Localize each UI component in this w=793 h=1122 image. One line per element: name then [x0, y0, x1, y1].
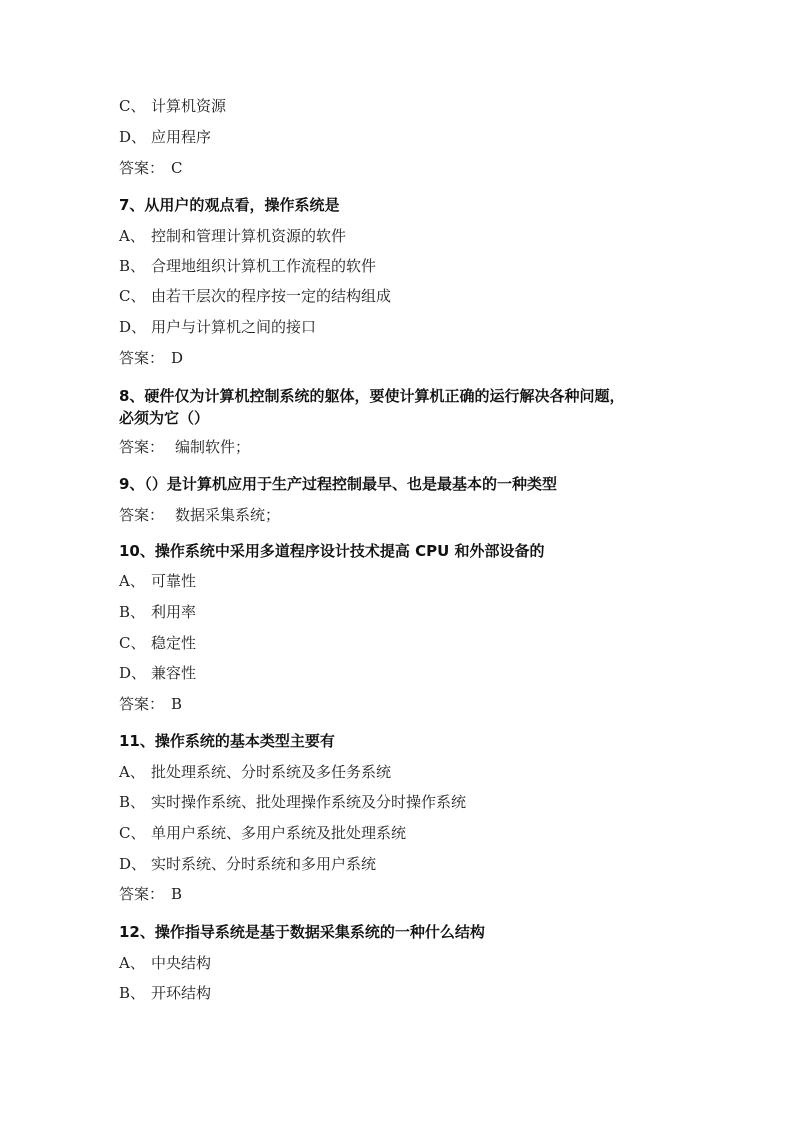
q9-answer-line: [119, 505, 280, 525]
answer-label: 答案：: [119, 506, 165, 524]
answer-label: 答案：: [119, 159, 165, 177]
option-label: A、: [119, 763, 145, 781]
q10-option-c: [119, 633, 196, 653]
q7-option-c: [119, 286, 391, 306]
question-12-title: 12、操作指导系统是基于数据采集系统的一种什么结构: [119, 923, 485, 941]
option-text: 单用户系统、多用户系统及批处理系统: [151, 824, 407, 842]
question-8-title-line2: 必须为它（）: [119, 409, 210, 427]
option-text: 计算机资源: [151, 97, 227, 115]
q10-option-d: [119, 663, 196, 683]
answer-label: 答案：: [119, 695, 165, 713]
question-11-title: 11、操作系统的基本类型主要有: [119, 732, 335, 750]
answer-value: B: [171, 885, 183, 903]
option-text: 兼容性: [151, 664, 197, 682]
q12-option-b: [119, 983, 211, 1003]
option-label: C、: [119, 287, 146, 305]
answer-label: 答案：: [119, 885, 165, 903]
option-c: [119, 96, 226, 116]
option-label: D、: [119, 318, 147, 336]
question-8-title-line1: 8、硬件仅为计算机控制系统的躯体，要使计算机正确的运行解决各种问题，: [119, 387, 625, 405]
option-label: A、: [119, 572, 145, 590]
option-text: 实时操作系统、批处理操作系统及分时操作系统: [151, 793, 467, 811]
option-text: 合理地组织计算机工作流程的软件: [151, 257, 377, 275]
option-text: 利用率: [151, 603, 197, 621]
answer-value: 编制软件；: [175, 438, 251, 456]
q11-option-b: [119, 792, 466, 812]
q11-option-c: [119, 823, 406, 843]
option-text: 批处理系统、分时系统及多任务系统: [151, 763, 392, 781]
option-text: 由若干层次的程序按一定的结构组成: [151, 287, 392, 305]
option-label: C、: [119, 97, 146, 115]
option-label: B、: [119, 603, 146, 621]
option-label: D、: [119, 664, 147, 682]
q10-answer-line: [119, 694, 182, 714]
option-label: C、: [119, 634, 146, 652]
question-10-title: 10、操作系统中采用多道程序设计技术提高 CPU 和外部设备的: [119, 542, 545, 560]
option-text: 控制和管理计算机资源的软件: [151, 227, 347, 245]
option-label: D、: [119, 855, 147, 873]
option-text: 用户与计算机之间的接口: [151, 318, 317, 336]
q12-option-a: [119, 953, 211, 973]
q7-option-b: [119, 256, 376, 276]
option-label: A、: [119, 954, 145, 972]
q11-option-d: [119, 854, 376, 874]
option-text: 稳定性: [151, 634, 197, 652]
q11-option-a: [119, 762, 391, 782]
option-text: 可靠性: [151, 572, 197, 590]
q10-option-b: [119, 602, 196, 622]
option-text: 应用程序: [151, 128, 212, 146]
answer-label: 答案：: [119, 349, 165, 367]
q11-answer-line: [119, 884, 182, 904]
option-label: C、: [119, 824, 146, 842]
answer-value: D: [171, 349, 184, 367]
q7-answer-line: [119, 348, 183, 368]
question-9-title: 9、（）是计算机应用于生产过程控制最早、也是最基本的一种类型: [119, 475, 557, 493]
answer-value: C: [171, 159, 183, 177]
q8-answer-line: [119, 437, 250, 457]
answer-line: [119, 158, 182, 178]
option-label: A、: [119, 227, 145, 245]
q7-option-a: [119, 226, 346, 246]
option-d: [119, 127, 211, 147]
option-text: 中央结构: [151, 954, 212, 972]
option-label: B、: [119, 257, 146, 275]
option-label: B、: [119, 984, 146, 1002]
option-text: 开环结构: [151, 984, 212, 1002]
option-label: D、: [119, 128, 147, 146]
option-label: B、: [119, 793, 146, 811]
answer-label: 答案：: [119, 438, 165, 456]
option-text: 实时系统、分时系统和多用户系统: [151, 855, 377, 873]
answer-value: B: [171, 695, 183, 713]
question-7-title: 7、从用户的观点看，操作系统是: [119, 196, 340, 214]
q10-option-a: [119, 571, 196, 591]
answer-value: 数据采集系统；: [175, 506, 281, 524]
q7-option-d: [119, 317, 316, 337]
